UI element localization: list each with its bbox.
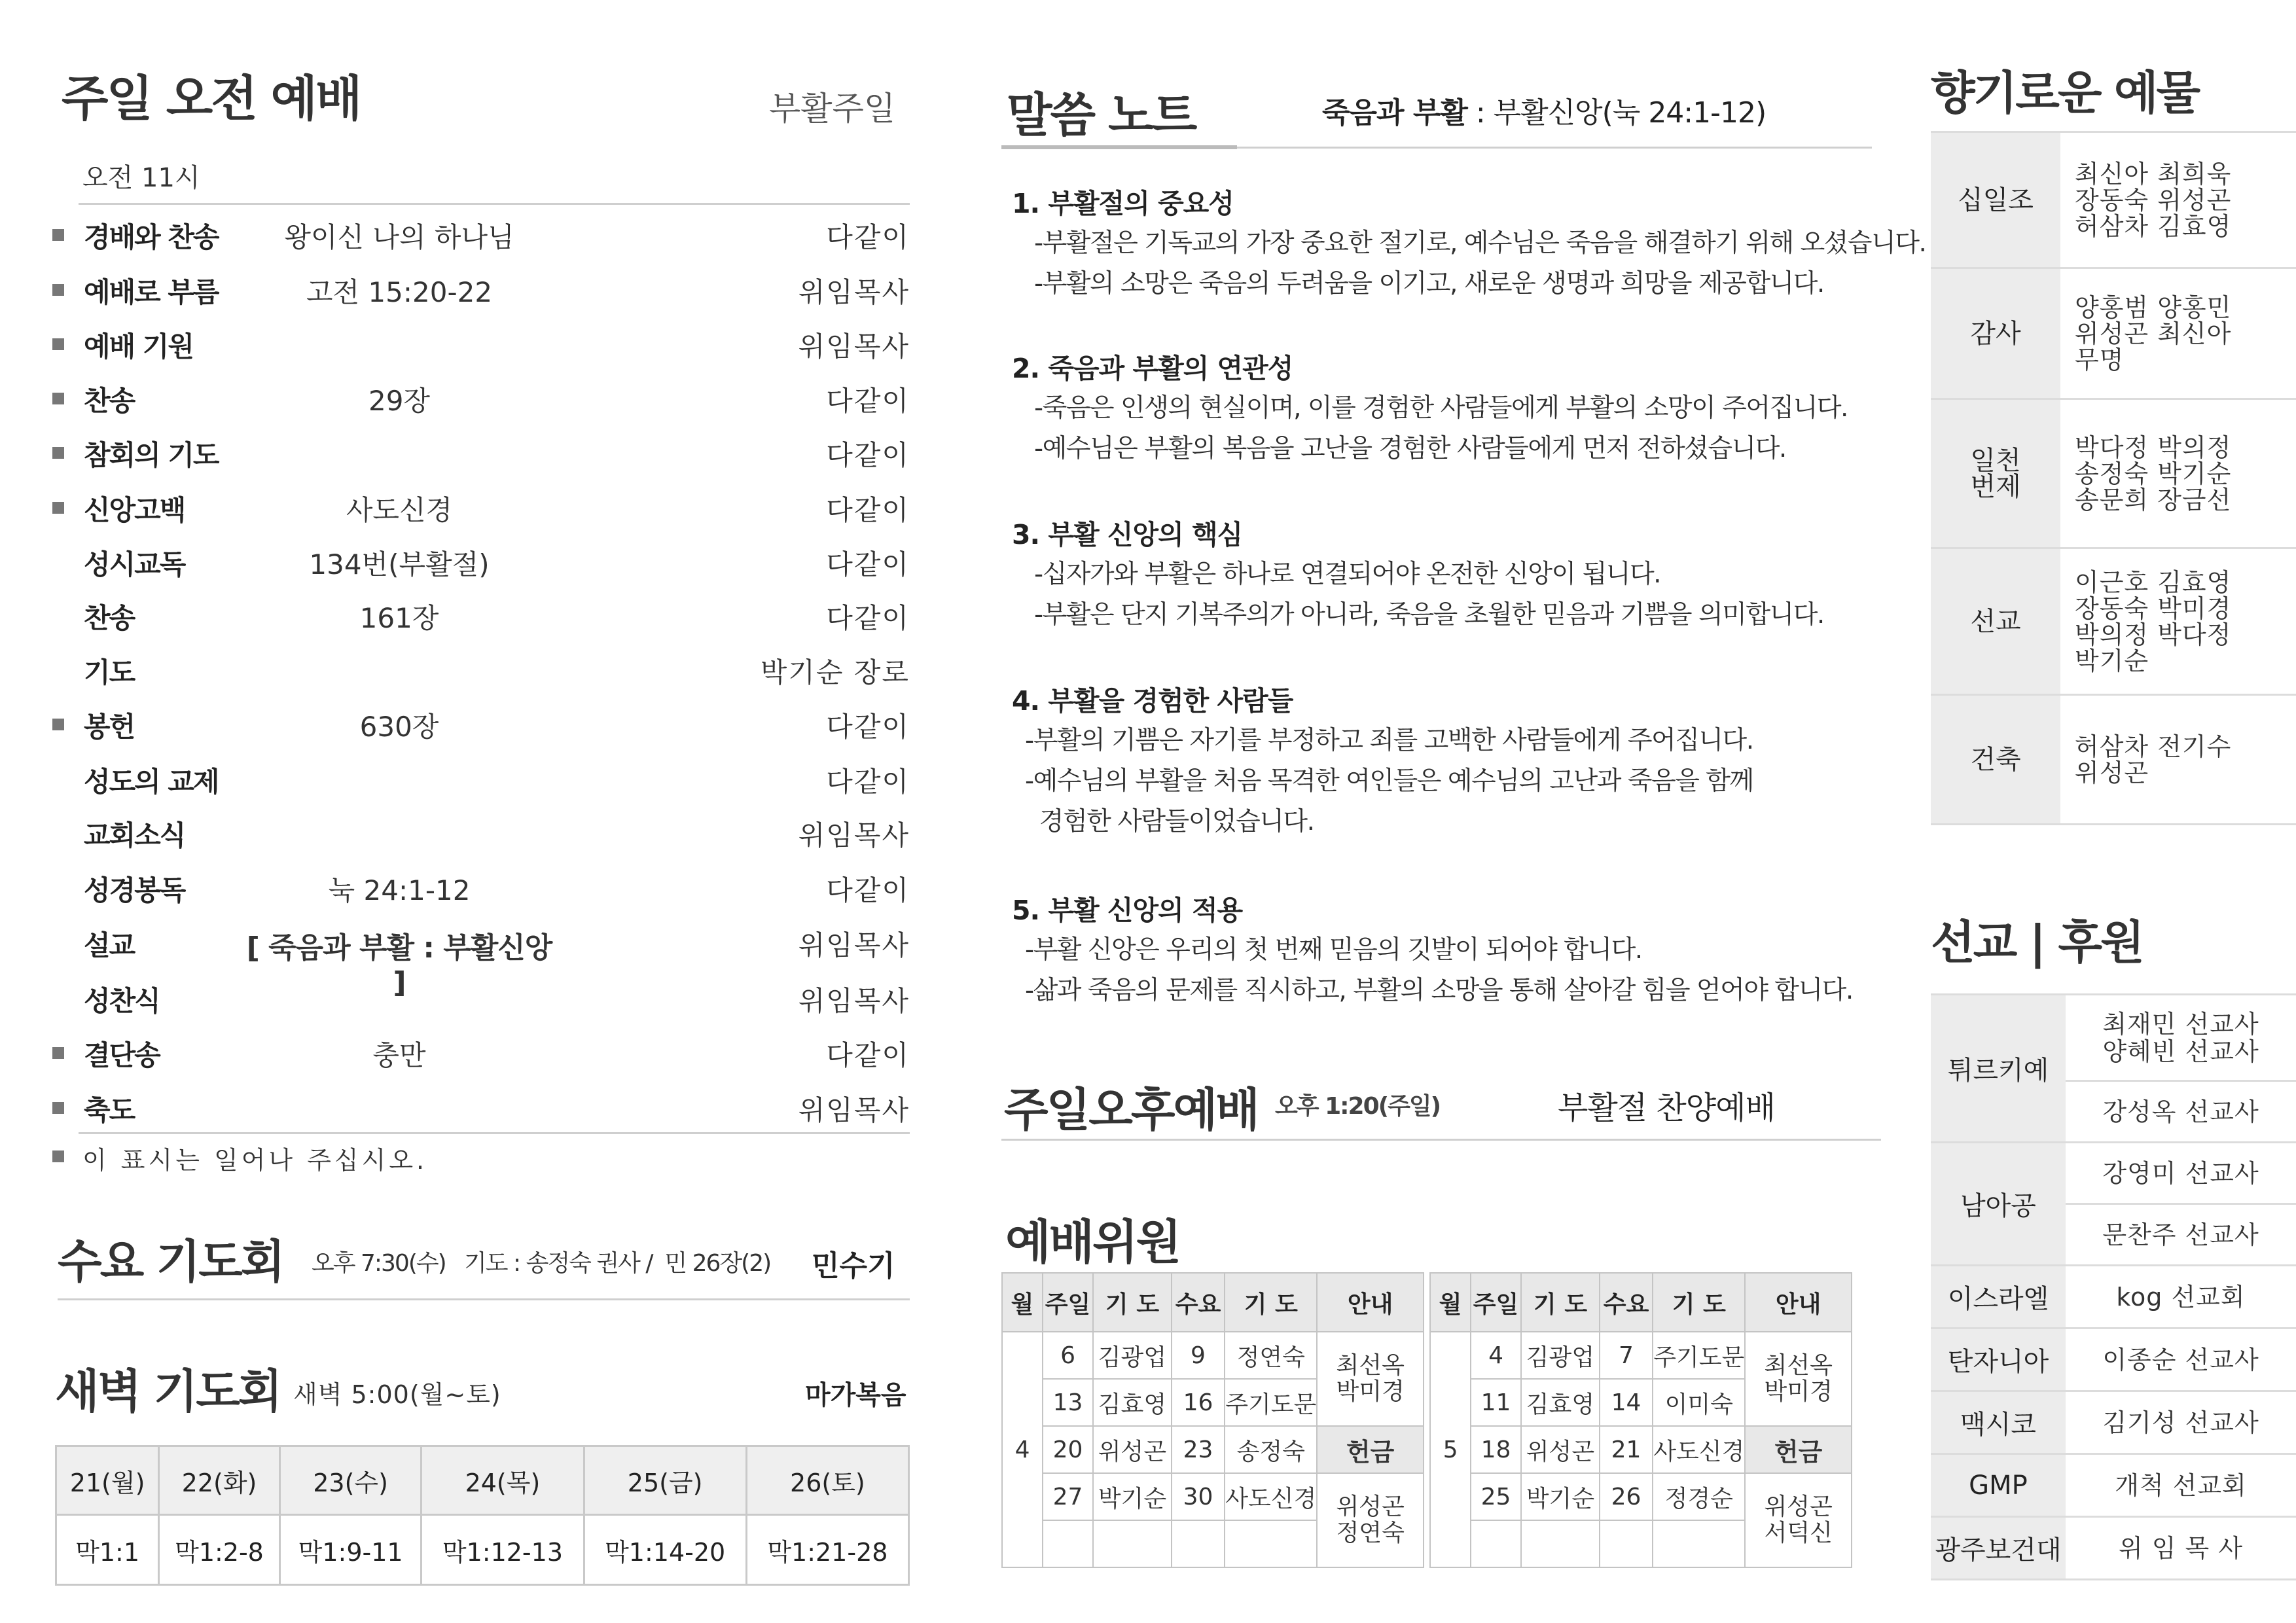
order-row: [46, 263, 910, 315]
order-row: [46, 698, 910, 750]
offering-name-line: 위성곤: [2075, 758, 2149, 787]
stand-marker: [52, 393, 64, 404]
order-item-leader: 다같이: [826, 602, 910, 634]
note-line: -삶과 죽음의 문제를 직시하고, 부활의 소망을 통해 살아갈 힘을 얻어야 합니다.: [1025, 976, 1853, 1005]
committee-header: 월: [1430, 1273, 1471, 1332]
mission-row: [1931, 1329, 2296, 1391]
sunday-prayer: 위성곤: [1521, 1426, 1600, 1473]
committee-header: 안내: [1317, 1273, 1424, 1332]
order-item-detail: 630장: [359, 711, 439, 743]
order-row: [46, 317, 910, 370]
sunday-prayer: 김효영: [1521, 1379, 1600, 1426]
guide-names: 위성곤 서덕신: [1745, 1473, 1852, 1567]
mission-entry: 강성옥 선교사: [2066, 1081, 2296, 1143]
stand-marker: [52, 1102, 64, 1114]
dawn-day: 21(월): [56, 1446, 159, 1515]
wednesday-date: 21: [1600, 1426, 1653, 1473]
order-item-name: 설교: [84, 929, 135, 961]
order-item-name: 성찬식: [84, 985, 160, 1017]
committee-table-april: [1001, 1272, 1424, 1568]
sunday-prayer: 박기순: [1093, 1473, 1172, 1520]
order-item-name: 경배와 찬송: [84, 221, 219, 253]
offering-name-line: 장동숙 위성곤: [2075, 185, 2232, 215]
offering-names: [2060, 132, 2296, 268]
order-item-leader: 다같이: [826, 439, 910, 471]
sunday-prayer: 박기순: [1521, 1473, 1600, 1520]
order-item-detail: 고전 15:20-22: [306, 276, 493, 308]
offering-name-line: 무명: [2075, 345, 2125, 374]
order-row: [46, 753, 910, 805]
order-item-name: 찬송: [84, 602, 135, 634]
mission-region: 이스라엘: [1931, 1266, 2066, 1329]
committee-header: 수요: [1172, 1273, 1225, 1332]
offerings-table: [1931, 131, 2296, 825]
sermon-subject-rest: : 부활신앙(눅 24:1-12): [1467, 96, 1767, 130]
wednesday-date: 7: [1600, 1332, 1653, 1379]
committee-table-may: [1429, 1272, 1852, 1568]
missions-table: [1931, 993, 2296, 1580]
order-item-detail: 사도신경: [346, 494, 453, 526]
empty-cell: [1521, 1520, 1600, 1567]
sunday-date: 20: [1043, 1426, 1093, 1473]
offering-category: 선교: [1931, 548, 2060, 695]
offering-names: [2060, 399, 2296, 548]
dawn-reading: 막1:1: [56, 1515, 159, 1585]
committee-header: 기 도: [1225, 1273, 1317, 1332]
note-line: -부활절은 기독교의 가장 중요한 절기로, 예수님은 죽음을 해결하기 위해 오셨습니다.: [1034, 228, 1926, 258]
order-item-detail: 161장: [359, 602, 439, 634]
wednesday-date: 9: [1172, 1332, 1225, 1379]
wednesday-prayer: 주기도문: [1653, 1332, 1745, 1379]
committee-header: 월: [1002, 1273, 1043, 1332]
dawn-reading: 막1:12-13: [422, 1515, 584, 1585]
offering-category: 일천 번제: [1931, 399, 2060, 548]
sunday-date: 18: [1471, 1426, 1521, 1473]
offering-row: [1931, 548, 2296, 695]
order-row: [46, 535, 910, 588]
note-line: -예수님의 부활을 처음 목격한 여인들은 예수님의 고난과 죽음을 함께: [1025, 766, 1753, 796]
morning-title: 주일 오전 예배: [62, 71, 361, 127]
offering-name-line: 위성곤 최신아: [2075, 319, 2232, 348]
wednesday-prayer: 정연숙: [1225, 1332, 1317, 1379]
dawn-day: 24(목): [422, 1446, 584, 1515]
order-row: [46, 481, 910, 533]
morning-subtitle: 부활주일: [769, 90, 896, 128]
note-line: -죽음은 인생의 현실이며, 이를 경험한 사람들에게 부활의 소망이 주어집니다.: [1034, 393, 1848, 423]
mission-row: [1931, 1266, 2296, 1329]
order-item-detail: 충만: [372, 1039, 426, 1071]
dawn-reading: 막1:9-11: [279, 1515, 421, 1585]
note-line: -십자가와 부활은 하나로 연결되어야 온전한 신앙이 됩니다.: [1034, 560, 1661, 589]
offering-row: [1931, 399, 2296, 548]
guide-names: 최선옥 박미경: [1317, 1332, 1424, 1426]
mission-entry: 이종순 선교사: [2066, 1329, 2296, 1391]
order-row: [46, 916, 910, 999]
dawn-day: 23(수): [279, 1446, 421, 1515]
offering-row: [1931, 695, 2296, 825]
order-item-leader: 다같이: [826, 874, 910, 906]
order-item-name: 결단송: [84, 1039, 160, 1071]
guide-names: 위성곤 정연숙: [1317, 1473, 1424, 1567]
offering-name-line: 허삼차 김효영: [2075, 211, 2232, 241]
sermon-subject-line: [1322, 89, 1766, 131]
mission-region: 튀르키예: [1931, 995, 2066, 1143]
empty-cell: [1043, 1520, 1093, 1567]
mission-row: [1931, 1391, 2296, 1454]
divider: [79, 1132, 910, 1134]
order-item-leader: 다같이: [826, 548, 910, 580]
committee-month: 4: [1002, 1332, 1043, 1567]
wednesday-prayer: 주기도문: [1225, 1379, 1317, 1426]
offering-row: [1931, 268, 2296, 399]
order-item-detail: 왕이신 나의 하나님: [284, 221, 514, 253]
note-heading: 5. 부활 신앙의 적용: [1012, 895, 1243, 926]
sunday-prayer: 김광업: [1093, 1332, 1172, 1379]
wednesday-prayer: 사도신경: [1225, 1473, 1317, 1520]
order-item-name: 축도: [84, 1094, 135, 1126]
note-line: -부활은 단지 기복주의가 아니라, 죽음을 초월한 믿음과 기쁨을 의미합니다.: [1034, 600, 1824, 630]
mission-entry: 김기성 선교사: [2066, 1391, 2296, 1454]
order-item-detail: 134번(부활절): [309, 548, 490, 580]
note-line: -부활의 기쁨은 자기를 부정하고 죄를 고백한 사람들에게 주어집니다.: [1025, 726, 1753, 755]
order-item-detail: 29장: [368, 385, 430, 417]
order-row: [46, 1081, 910, 1133]
note-line: -부활의 소망은 죽음의 두려움을 이기고, 새로운 생명과 희망을 제공합니다.: [1034, 269, 1824, 298]
committee-header: 기 도: [1653, 1273, 1745, 1332]
empty-cell: [1471, 1520, 1521, 1567]
wednesday-date: 30: [1172, 1473, 1225, 1520]
order-item-leader: 다같이: [826, 494, 910, 526]
offering-names: [2060, 548, 2296, 695]
order-item-detail: [ 죽음과 부활 : 부활신앙 ]: [246, 931, 552, 999]
sunday-prayer: 김효영: [1093, 1379, 1172, 1426]
mission-row: [1931, 995, 2296, 1081]
offering-category: 십일조: [1931, 132, 2060, 268]
order-item-name: 예배 기원: [84, 330, 193, 363]
order-item-name: 성시교독: [84, 548, 185, 580]
dawn-title: 새벽 기도회: [55, 1364, 281, 1418]
wednesday-prayer: 송정숙: [1225, 1426, 1317, 1473]
offering-row: [1931, 132, 2296, 268]
order-item-detail: 눅 24:1-12: [328, 874, 471, 906]
order-item-leader: 다같이: [826, 711, 910, 743]
afternoon-time: 오후 1:20(주일): [1275, 1093, 1441, 1120]
wednesday-title: 수요 기도회: [58, 1235, 283, 1289]
note-heading: 2. 죽음과 부활의 연관성: [1012, 353, 1293, 384]
guide-names: 최선옥 박미경: [1745, 1332, 1852, 1426]
wednesday-info: 오후 7:30(수) 기도 : 송정숙 권사 / 민 26장(2): [312, 1250, 771, 1277]
stand-marker: [52, 502, 64, 514]
mission-entry: 개척 선교회: [2066, 1454, 2296, 1517]
empty-cell: [1653, 1520, 1745, 1567]
note-line: -예수님은 부활의 복음을 고난을 경험한 사람들에게 먼저 전하셨습니다.: [1034, 434, 1786, 463]
offering-category: 건축: [1931, 695, 2060, 825]
wednesday-date: 14: [1600, 1379, 1653, 1426]
order-item-name: 신앙고백: [84, 494, 185, 526]
committee-table: [1001, 1272, 1424, 1568]
sunday-date: 13: [1043, 1379, 1093, 1426]
offering-name-line: 송문희 장금선: [2075, 485, 2232, 514]
divider: [58, 1298, 910, 1300]
offering-name-line: 박다정 박의정: [2075, 433, 2232, 462]
mission-entry: 강영미 선교사: [2066, 1143, 2296, 1204]
order-item-leader: 다같이: [826, 1039, 910, 1071]
wednesday-book: 민수기: [812, 1249, 895, 1283]
sunday-prayer: 김광업: [1521, 1332, 1600, 1379]
offering-name-line: 박의정 박다정: [2075, 620, 2232, 649]
wednesday-prayer: 정경순: [1653, 1473, 1745, 1520]
offering-name-line: 양홍범 양홍민: [2075, 293, 2232, 322]
order-item-leader: 위임목사: [798, 276, 910, 308]
divider: [79, 203, 910, 205]
note-line: 경험한 사람들이었습니다.: [1025, 807, 1314, 836]
wednesday-date: 26: [1600, 1473, 1653, 1520]
order-item-name: 참회의 기도: [84, 439, 219, 471]
wednesday-prayer: 이미숙: [1653, 1379, 1745, 1426]
order-item-name: 성도의 교제: [84, 766, 219, 798]
dawn-book: 마가복음: [805, 1380, 906, 1410]
dawn-day: 25(금): [584, 1446, 746, 1515]
offerings-title: 향기로운 예물: [1931, 66, 2199, 120]
offering-name-line: 허삼차 전기수: [2075, 732, 2232, 761]
afternoon-title: 주일오후예배: [1004, 1083, 1258, 1137]
stand-marker: [52, 229, 64, 241]
offering-names: [2060, 268, 2296, 399]
mission-entry: 문찬주 선교사: [2066, 1204, 2296, 1266]
empty-cell: [1172, 1520, 1225, 1567]
stand-marker: [52, 447, 64, 459]
committee-header: 기 도: [1093, 1273, 1172, 1332]
order-item-leader: 위임목사: [798, 985, 910, 1017]
order-row: [46, 589, 910, 641]
order-item-name: 성경봉독: [84, 874, 185, 906]
missions-title: 선교 | 후원: [1931, 916, 2143, 969]
stand-note: 이 표시는 일어나 주십시오.: [82, 1146, 428, 1175]
sunday-date: 6: [1043, 1332, 1093, 1379]
offering-category: 감사: [1931, 268, 2060, 399]
order-item-leader: 다같이: [826, 385, 910, 417]
order-item-leader: 위임목사: [798, 929, 910, 961]
mission-region: 탄자니아: [1931, 1329, 2066, 1391]
order-row: [46, 806, 910, 859]
mission-row: [1931, 1517, 2296, 1580]
dawn-schedule-table: [55, 1445, 910, 1586]
committee-month: 5: [1430, 1332, 1471, 1567]
dawn-reading: 막1:2-8: [159, 1515, 280, 1585]
dawn-reading: 막1:21-28: [746, 1515, 908, 1585]
offering-names: [2060, 695, 2296, 825]
order-row: [46, 643, 910, 696]
wednesday-prayer: 사도신경: [1653, 1426, 1745, 1473]
order-row: [46, 372, 910, 424]
note-heading: 1. 부활절의 중요성: [1012, 188, 1234, 219]
sunday-date: 27: [1043, 1473, 1093, 1520]
mission-row: [1931, 1454, 2296, 1517]
divider-accent: [1001, 145, 1237, 149]
committee-title: 예배위원: [1005, 1215, 1180, 1270]
mission-region: 맥시코: [1931, 1391, 2066, 1454]
note-heading: 4. 부활을 경험한 사람들: [1012, 685, 1293, 717]
dawn-day: 22(화): [159, 1446, 280, 1515]
offering-label: 헌금: [1745, 1426, 1852, 1473]
order-item-name: 기도: [84, 656, 135, 688]
committee-table: [1429, 1272, 1852, 1568]
empty-cell: [1093, 1520, 1172, 1567]
order-item-name: 찬송: [84, 385, 135, 417]
mission-row: [1931, 1143, 2296, 1204]
committee-header: 안내: [1745, 1273, 1852, 1332]
stand-marker: [52, 1150, 64, 1162]
wednesday-date: 23: [1172, 1426, 1225, 1473]
sermon-title: 말씀 노트: [1007, 88, 1196, 143]
offering-label: 헌금: [1317, 1426, 1424, 1473]
order-item-leader: 위임목사: [798, 819, 910, 851]
stand-marker: [52, 338, 64, 350]
stand-marker: [52, 719, 64, 730]
order-item-leader: 다같이: [826, 221, 910, 253]
offering-name-line: 박기순: [2075, 646, 2149, 675]
committee-header: 주일: [1043, 1273, 1093, 1332]
committee-header: 주일: [1471, 1273, 1521, 1332]
dawn-day: 26(토): [746, 1446, 908, 1515]
offering-name-line: 이근호 김효영: [2075, 567, 2232, 597]
offering-name-line: 최신아 최희욱: [2075, 159, 2232, 188]
order-row: [46, 426, 910, 478]
note-line: -부활 신앙은 우리의 첫 번째 믿음의 깃발이 되어야 합니다.: [1025, 935, 1642, 965]
dawn-time: 새벽 5:00(월~토): [293, 1380, 501, 1409]
committee-header: 기 도: [1521, 1273, 1600, 1332]
sermon-subject: 죽음과 부활: [1322, 96, 1467, 130]
morning-time: 오전 11시: [82, 163, 200, 193]
mission-region: 광주보건대: [1931, 1517, 2066, 1580]
afternoon-theme: 부활절 찬양예배: [1558, 1090, 1775, 1126]
sunday-date: 4: [1471, 1332, 1521, 1379]
stand-marker: [52, 1047, 64, 1059]
mission-entry: 최재민 선교사 양혜빈 선교사: [2066, 995, 2296, 1081]
mission-region: GMP: [1931, 1454, 2066, 1517]
order-row: [46, 1026, 910, 1079]
order-item-name: 예배로 부름: [84, 276, 219, 308]
offering-name-line: 송정숙 박기순: [2075, 459, 2232, 488]
order-item-name: 교회소식: [84, 819, 185, 851]
order-item-leader: 위임목사: [798, 1094, 910, 1126]
mission-entry: kog 선교회: [2066, 1266, 2296, 1329]
order-item-leader: 박기순 장로: [760, 656, 910, 688]
dawn-reading: 막1:14-20: [584, 1515, 746, 1585]
order-item-leader: 위임목사: [798, 330, 910, 363]
order-row: [46, 972, 910, 1024]
order-item-name: 봉헌: [84, 711, 135, 743]
mission-entry: 위 임 목 사: [2066, 1517, 2296, 1580]
wednesday-date: 16: [1172, 1379, 1225, 1426]
sunday-date: 11: [1471, 1379, 1521, 1426]
mission-region: 남아공: [1931, 1143, 2066, 1266]
order-item-leader: 다같이: [826, 766, 910, 798]
order-row: [46, 861, 910, 914]
divider: [1001, 1139, 1881, 1141]
sunday-date: 25: [1471, 1473, 1521, 1520]
empty-cell: [1600, 1520, 1653, 1567]
stand-marker: [52, 284, 64, 296]
sunday-prayer: 위성곤: [1093, 1426, 1172, 1473]
offering-name-line: 장동숙 박미경: [2075, 594, 2232, 623]
committee-header: 수요: [1600, 1273, 1653, 1332]
order-row: [46, 208, 910, 260]
empty-cell: [1225, 1520, 1317, 1567]
note-heading: 3. 부활 신앙의 핵심: [1012, 519, 1243, 550]
